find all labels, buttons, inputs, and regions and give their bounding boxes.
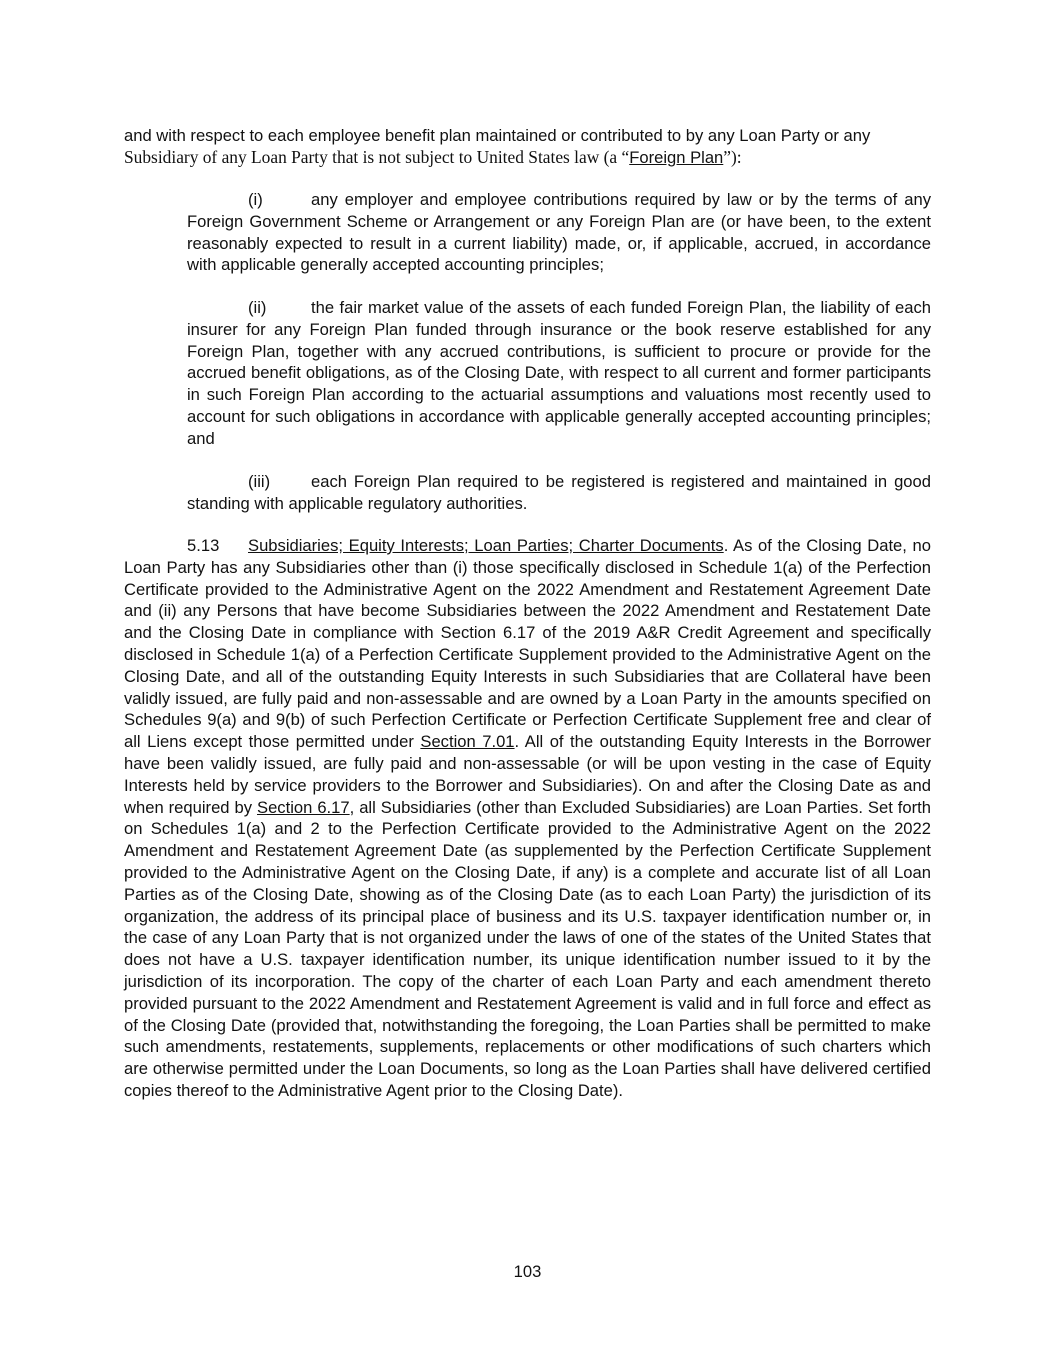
list-item-number: (i) bbox=[248, 190, 263, 209]
list-item-text: the fair market value of the assets of each funded Foreign Plan, the liability of each insurer for any Foreign Plan funded through insurance or the book reserve established for any Foreign Plan, together with any accrued contributions, is sufficient to procure or provide for the accrued benefit obligations, as of the Closing Date, with respect to all current and former participants in such Foreign Plan according to the actuarial assumptions and valuations most recently used to account for such obligations in accordance with applicable generally accepted accounting principles; and bbox=[187, 298, 931, 448]
section-text-1: . As of the Closing Date, no Loan Party has any Subsidiaries other than (i) those specifically disclosed in Schedule 1(a) of the Perfection Certificate provided to the Administrative Agent on the 2022 Amendment and Restatement Agreement Date and (ii) any Persons that have become Subsidiaries between the 2022 Amendment and Restatement Date and the Closing Date in compliance with Section 6.17 of the 2019 A&R Credit Agreement and specifically disclosed in Schedule 1(a) of a Perfection Certificate Supplement provided to the Administrative Agent on the Closing Date, and all of the outstanding Equity Interests in such Subsidiaries that are Collateral have been validly issued, are fully paid and non-assessable and are owned by a Loan Party in the amounts specified on Schedules 9(a) and 9(b) of such Perfection Certificate or Perfection Certificate Supplement free and clear of all Liens except those permitted under bbox=[124, 536, 931, 752]
section-text-2: . All of the outstanding Equity Interests in the Borrower have been validly issued, are fully paid and non-assessable (or will be upon vesting in the case of Equity Interests held by service providers to the Borrower and Subsidiaries). On and after the Closing Date as and when required by bbox=[124, 732, 931, 817]
list-item-number: (ii) bbox=[248, 298, 267, 317]
defined-term-foreign-plan: Foreign Plan bbox=[629, 147, 724, 167]
section-number: 5.13 bbox=[187, 536, 220, 555]
section-text-3: , all Subsidiaries (other than Excluded Subsidiaries) are Loan Parties. Set forth on Schedules 1(a) and 2 to the Perfection Certificate provided to the Administrative Agent on the 2022 Amendment and Restatement Agreement Date (as supplemented by the Perfection Certificate Supplement provided to the Administrative Agent on the Closing Date, if any) is a complete and accurate list of all Loan Parties as of the Closing Date, showing as of the Closing Date (as to each Loan Party) the jurisdiction of its organization, the address of its principal place of business and its U.S. taxpayer identification number or, in the case of any Loan Party that is not organized under the laws of one of the states of the United States that does not have a U.S. taxpayer identification number, its unique identification number issued to it by the jurisdiction of its incorporation. The copy of the charter of each Loan Party and each amendment thereto provided pursuant to the 2022 Amendment and Restatement Agreement is valid and in full force and effect as of the Closing Date (provided that, notwithstanding the foregoing, the Loan Parties shall be permitted to make such amendments, restatements, supplements, replacements or other modifications of such charters which are otherwise permitted under the Loan Documents, so long as the Loan Parties shall have delivered certified copies thereof to the Administrative Agent prior to the Closing Date). bbox=[124, 797, 931, 1100]
page-number: 103 bbox=[513, 1262, 542, 1281]
section-heading: Subsidiaries; Equity Interests; Loan Parties; Charter Documents bbox=[248, 536, 724, 555]
list-item-i bbox=[187, 189, 931, 276]
list-item-number: (iii) bbox=[248, 472, 271, 491]
intro-paragraph bbox=[124, 125, 931, 169]
intro-text-a: and with respect to each employee benefit plan maintained or contributed to by any Loan Party or any bbox=[124, 126, 871, 145]
section-ref-6-17: Section 6.17 bbox=[257, 797, 350, 817]
section-5-13 bbox=[124, 535, 931, 1102]
intro-text-c: ”): bbox=[723, 146, 742, 167]
list-item-ii bbox=[187, 297, 931, 450]
section-ref-7-01: Section 7.01 bbox=[420, 732, 515, 752]
list-item-text: each Foreign Plan required to be registered is registered and maintained in good standing with applicable regulatory authorities. bbox=[187, 472, 931, 513]
list-item-text: any employer and employee contributions required by law or by the terms of any Foreign Government Scheme or Arrangement or any Foreign Plan are (or have been, to the extent reasonably expected to result in a current liability) made, or, if applicable, accrued, in accordance with applicable generally accepted accounting principles; bbox=[187, 190, 931, 275]
list-item-iii bbox=[187, 471, 931, 515]
intro-text-b: Subsidiary of any Loan Party that is not subject to United States law (a “ bbox=[124, 146, 630, 167]
